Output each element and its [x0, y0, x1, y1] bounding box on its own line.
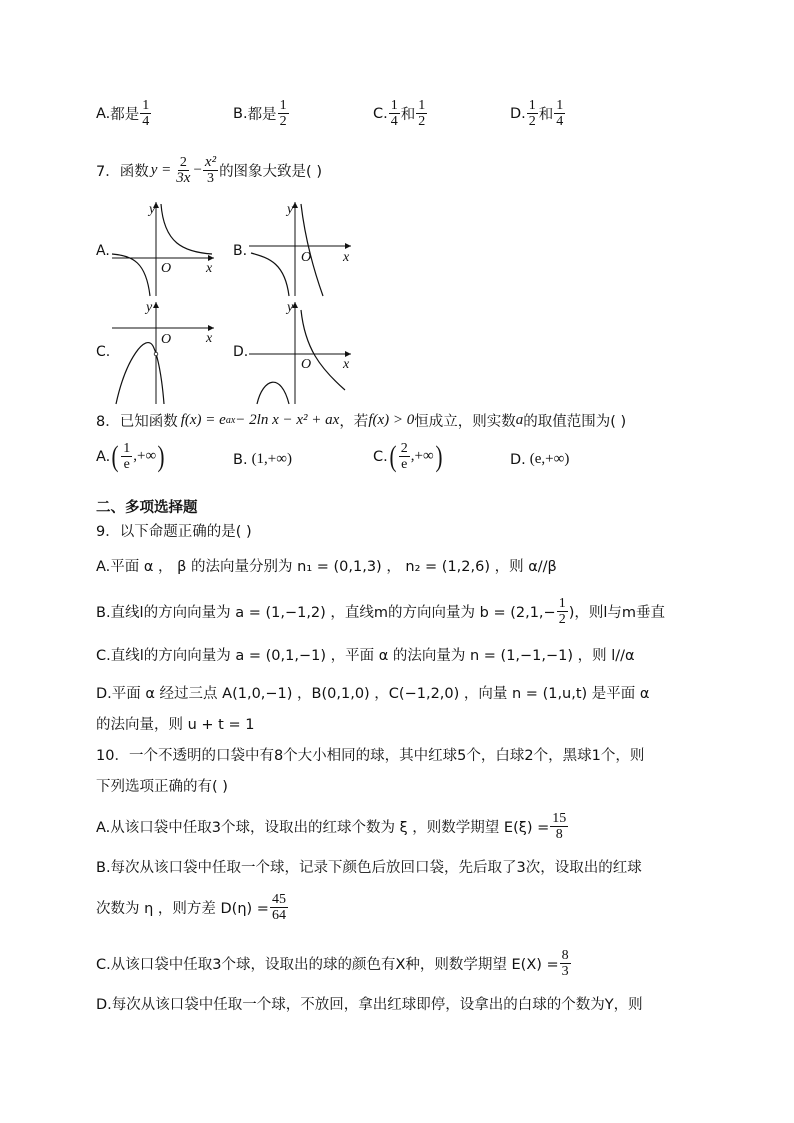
- option-label: C.: [373, 448, 388, 465]
- fraction: [550, 811, 568, 842]
- q8-option-d[interactable]: [510, 451, 569, 468]
- formula-exponent: ax: [225, 414, 236, 426]
- denominator: e: [401, 457, 408, 472]
- option-label: B.: [233, 451, 248, 468]
- y-axis-label: y: [287, 202, 294, 217]
- fraction: [203, 155, 218, 186]
- x-axis-label: x: [206, 261, 213, 276]
- numerator: 1: [123, 441, 131, 456]
- fraction: [270, 892, 288, 923]
- denominator: 2: [528, 114, 536, 129]
- q10-option-a[interactable]: [96, 808, 714, 844]
- intercept-point: [154, 352, 158, 356]
- q8-stem: [96, 408, 714, 432]
- denominator: 2: [279, 114, 287, 129]
- graph-c[interactable]: [108, 298, 220, 406]
- q7-stem: [96, 150, 714, 190]
- fraction: [399, 441, 410, 472]
- numerator: 2: [400, 441, 408, 456]
- question-text: ，若: [339, 413, 369, 430]
- option-label: A.: [96, 105, 111, 122]
- numerator: 1: [390, 98, 398, 113]
- x-axis-arrow: [345, 243, 351, 249]
- section-title: 二、多项选择题: [96, 500, 198, 516]
- option-text: ,+∞: [410, 448, 434, 464]
- option-text: )，则l与m垂直: [568, 604, 666, 621]
- option-text: 次数为 η ，则方差 D(η) =: [96, 900, 269, 917]
- q6-option-b[interactable]: [233, 98, 290, 129]
- q10-stem-continued: 下列选项正确的有( ): [96, 779, 228, 795]
- option-text: ,+∞: [133, 448, 157, 464]
- origin-label: O: [301, 357, 312, 372]
- graph-option-d-label[interactable]: D.: [233, 344, 249, 360]
- y-axis-label: y: [287, 300, 294, 315]
- option-text: 都是: [110, 107, 140, 123]
- numerator: 1: [528, 98, 536, 113]
- denominator: e: [123, 457, 130, 472]
- q8-options-row: [96, 441, 714, 481]
- graph-b[interactable]: [245, 198, 357, 298]
- q9-stem: 9．以下命题正确的是( ): [96, 524, 252, 540]
- origin-label: O: [301, 250, 312, 265]
- q9-option-a[interactable]: A.平面 α ， β 的法向量分别为 n₁ = (0,1,3) ， n₂ = (1,2,6) ，则 α//β: [96, 559, 557, 575]
- fraction: [140, 98, 151, 129]
- graph-a[interactable]: [108, 198, 220, 298]
- question-text: 8．已知函数: [96, 413, 178, 430]
- numerator: x²: [204, 153, 217, 170]
- option-label: A.: [96, 448, 111, 465]
- x-axis-label: x: [206, 331, 213, 346]
- curve-right-branch: [301, 310, 345, 390]
- question-text: 的图象大致是( ): [219, 163, 322, 180]
- numerator: 2: [179, 154, 187, 170]
- operator: −: [193, 161, 202, 178]
- y-axis-label: y: [146, 300, 153, 315]
- q8-option-a[interactable]: A. ( $\frac{1}{e}$ ,+∞ ): [96, 439, 165, 473]
- numerator: 1: [142, 98, 150, 113]
- q10-option-b[interactable]: B.每次从该口袋中任取一个球，记录下颜色后放回口袋，先后取了3次，设取出的红球: [96, 860, 642, 876]
- option-text: (1,+∞): [251, 451, 292, 467]
- numerator: 8: [561, 947, 569, 963]
- q8-option-c[interactable]: C. ( $\frac{2}{e}$ ,+∞ ): [373, 439, 443, 473]
- q9-option-b[interactable]: [96, 596, 714, 626]
- numerator: 45: [271, 891, 286, 907]
- option-text: A.从该口袋中任取3个球，设取出的红球个数为 ξ ，则数学期望 E(ξ) =: [96, 819, 550, 836]
- formula: f(x) > 0: [368, 411, 415, 428]
- option-label: B.: [233, 105, 248, 122]
- option-label: C.: [373, 105, 388, 122]
- option-text: 和: [400, 107, 416, 123]
- numerator: 1: [558, 595, 566, 611]
- denominator: 3: [561, 963, 569, 979]
- denominator: 4: [556, 114, 564, 129]
- fraction: [527, 98, 538, 129]
- curve-left-branch: [251, 253, 289, 296]
- formula: − 2ln x − x² + ax: [235, 411, 340, 428]
- denominator: 64: [271, 907, 286, 923]
- denominator: 3: [206, 170, 214, 186]
- origin-label: O: [161, 261, 172, 276]
- q6-options-row: [96, 98, 714, 138]
- q10-option-c[interactable]: [96, 945, 714, 981]
- q6-option-d[interactable]: [510, 98, 566, 129]
- q9-option-d[interactable]: D.平面 α 经过三点 A(1,0,−1) ，B(0,1,0) ，C(−1,2,0) ，向量 n = (1,u,t) 是平面 α: [96, 686, 650, 702]
- option-text: 和: [538, 107, 554, 123]
- fraction: [560, 948, 571, 979]
- curve-right-branch: [161, 204, 212, 254]
- numerator: 15: [552, 810, 567, 826]
- graph-d[interactable]: [245, 298, 357, 406]
- q8-option-b[interactable]: [233, 451, 292, 468]
- option-text: B.直线l的方向向量为 a = (1,−1,2) ，直线m的方向向量为 b = (2,1,−: [96, 604, 556, 621]
- graph-option-c-label[interactable]: C.: [96, 344, 111, 360]
- option-label: D.: [510, 451, 526, 468]
- denominator: 4: [390, 114, 398, 129]
- y-axis-arrow: [153, 302, 159, 308]
- fraction: [278, 98, 289, 129]
- fraction: [121, 441, 132, 472]
- fraction: [554, 98, 565, 129]
- formula-lhs: y =: [150, 161, 172, 178]
- numerator: 1: [279, 98, 287, 113]
- question-text: 的取值范围为( ): [523, 413, 627, 430]
- question-text: 函数: [119, 163, 149, 180]
- fraction: [557, 596, 568, 627]
- q10-option-d[interactable]: D.每次从该口袋中任取一个球，不放回，拿出红球即停，设拿出的白球的个数为Y，则: [96, 997, 643, 1013]
- option-text: (e,+∞): [529, 451, 570, 467]
- q9-option-d-continued: 的法向量，则 u + t = 1: [96, 717, 255, 733]
- q6-option-c[interactable]: [373, 98, 428, 129]
- denominator: 2: [418, 114, 426, 129]
- x-axis-label: x: [343, 357, 350, 372]
- denominator: 3x: [176, 169, 191, 186]
- question-number: 7．: [96, 163, 120, 180]
- fraction: [416, 98, 427, 129]
- numerator: 1: [418, 98, 426, 113]
- denominator: 4: [142, 114, 150, 129]
- graph-option-b-label[interactable]: B.: [233, 243, 248, 259]
- denominator: 2: [558, 611, 566, 627]
- q6-option-a[interactable]: [96, 98, 152, 129]
- denominator: 8: [555, 826, 563, 842]
- origin-label: O: [161, 332, 172, 347]
- curve-left-branch: [257, 382, 289, 404]
- curve-left-branch: [112, 254, 150, 296]
- graph-option-a-label[interactable]: A.: [96, 243, 110, 259]
- q10-option-b-continued: [96, 889, 714, 925]
- q10-stem: 10．一个不透明的口袋中有8个大小相同的球，其中红球5个，白球2个，黑球1个，则: [96, 748, 645, 764]
- option-text: C.从该口袋中任取3个球，设取出的球的颜色有X种，则数学期望 E(X) =: [96, 956, 559, 973]
- y-axis-label: y: [149, 202, 156, 217]
- curve: [116, 343, 164, 404]
- q9-option-c[interactable]: C.直线l的方向向量为 a = (0,1,−1) ，平面 α 的法向量为 n = (1,−1,−1) ，则 l//α: [96, 648, 635, 664]
- numerator: 1: [556, 98, 564, 113]
- fraction: [174, 155, 192, 186]
- formula: f(x) = e: [180, 411, 226, 428]
- fraction: [389, 98, 400, 129]
- question-text: 恒成立，则实数: [414, 413, 516, 430]
- variable: a: [515, 411, 524, 428]
- option-label: D.: [510, 105, 526, 122]
- x-axis-label: x: [343, 250, 350, 265]
- option-text: 都是: [247, 107, 277, 123]
